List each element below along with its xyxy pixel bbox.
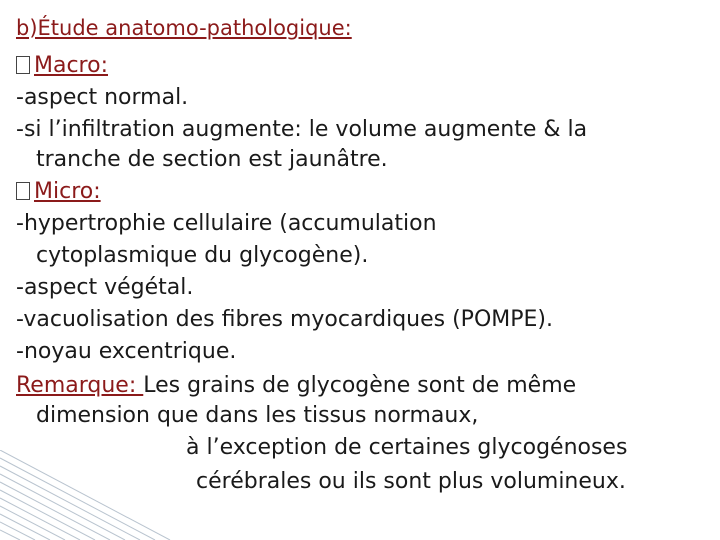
remarque-line-3: à l’exception de certaines glycogénoses xyxy=(186,435,628,460)
checkbox-bullet-icon xyxy=(16,56,30,74)
micro-line-5: -noyau excentrique. xyxy=(16,339,237,364)
remarque-text-1: Les grains de glycogène sont de même xyxy=(143,373,577,398)
remarque-line-4: cérébrales ou ils sont plus volumineux. xyxy=(196,469,626,494)
micro-line-1: -hypertrophie cellulaire (accumulation xyxy=(16,211,437,236)
remarque-line-1 xyxy=(16,372,576,400)
remarque-line-2: dimension que dans les tissus normaux, xyxy=(36,403,479,428)
macro-bullet xyxy=(16,52,108,80)
decorative-corner-lines xyxy=(0,450,720,540)
macro-line-1: -aspect normal. xyxy=(16,85,189,110)
macro-line-3: tranche de section est jaunâtre. xyxy=(36,147,388,172)
micro-label: Micro: xyxy=(34,179,101,204)
micro-line-4: -vacuolisation des fibres myocardiques (POMPE). xyxy=(16,307,553,332)
micro-line-2: cytoplasmique du glycogène). xyxy=(36,243,369,268)
macro-label: Macro: xyxy=(34,53,108,78)
macro-line-2: -si l’infiltration augmente: le volume augmente & la xyxy=(16,117,588,142)
micro-line-3: -aspect végétal. xyxy=(16,275,194,300)
checkbox-bullet-icon xyxy=(16,182,30,200)
remarque-label: Remarque: xyxy=(16,373,144,398)
micro-bullet xyxy=(16,178,101,206)
section-heading: b)Étude anatomo-pathologique: xyxy=(16,16,352,40)
